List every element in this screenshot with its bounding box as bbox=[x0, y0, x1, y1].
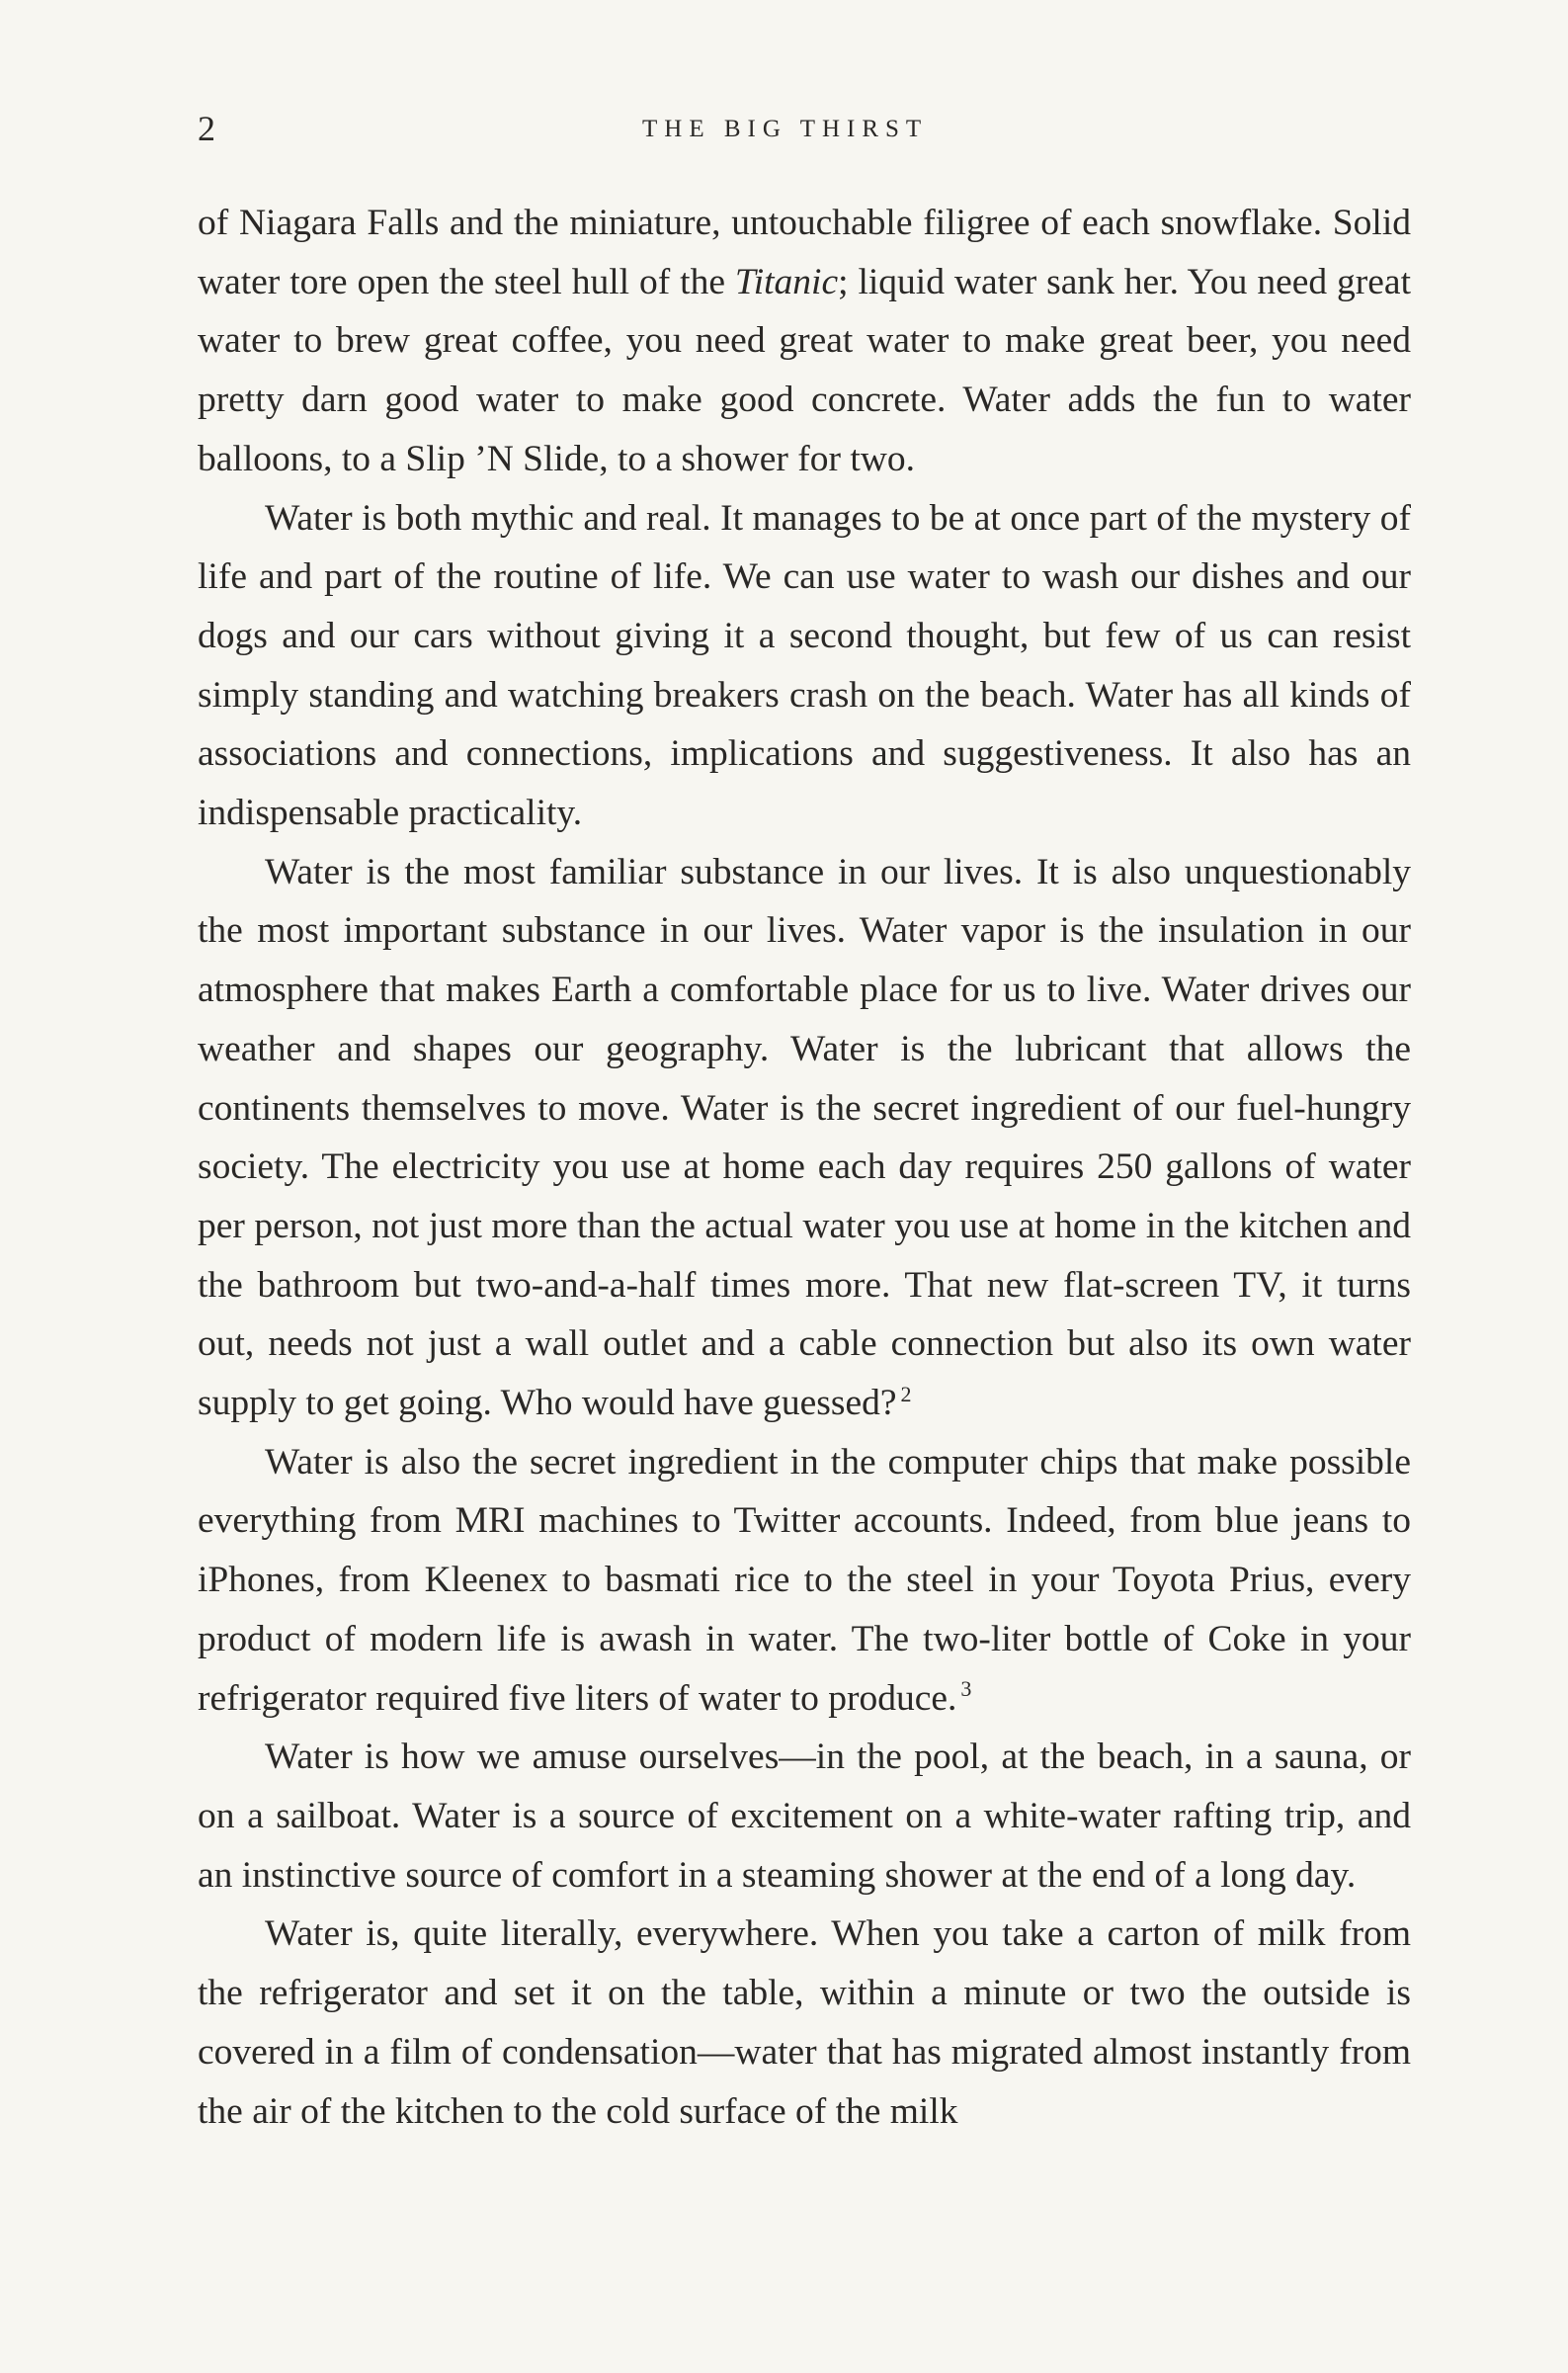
paragraph-2 bbox=[198, 489, 1411, 843]
paragraph-1-text-a: of Niagara Falls and the miniature, untouchable filigree of each snowflake. Solid water tore open the steel hull of the bbox=[198, 203, 1411, 302]
titanic-italic: Titanic bbox=[734, 261, 839, 302]
running-title: THE BIG THIRST bbox=[642, 116, 929, 142]
paragraph-6-text: Water is, quite literally, everywhere. When you take a carton of milk from the refrigerator and set it on the table, within a minute or two the outside is covered in a film of condensation—water that has migrated almost instantly from the air of the kitchen to the cold surface of the milk bbox=[198, 1913, 1411, 2132]
paragraph-3-text: Water is the most familiar substance in our lives. It is also unquestionably the most important substance in our lives. Water vapor is the insulation in our atmosphere that makes Earth a comfortable place for us to live. Water drives our weather and shapes our geography. Water is the lubricant that allows the continents themselves to move. Water is the secret ingredient of our fuel-hungry society. The electricity you use at home each day requires 250 gallons of water per person, not just more than the actual water you use at home in the kitchen and the bathroom but two-and-a-half times more. That new flat-screen TV, it turns out, needs not just a wall outlet and a cable connection but also its own water supply to get going. Who would have guessed? bbox=[198, 851, 1411, 1424]
footnote-marker-2: 2 bbox=[900, 1381, 912, 1406]
paragraph-3 bbox=[198, 843, 1411, 1433]
body-text bbox=[198, 194, 1411, 2141]
paragraph-6 bbox=[198, 1905, 1411, 2141]
paragraph-5-text: Water is how we amuse ourselves—in the pool, at the beach, in a sauna, or on a sailboat. Water is a source of excitement on a white-water rafting trip, and an instinctive source of comfort in a steaming shower at the end of a long day. bbox=[198, 1737, 1411, 1896]
paragraph-1-text-b: ; liquid water sank her. You need great water to brew great coffee, you need great water to make great beer, you need pretty darn good water to make good concrete. Water adds the fun to water balloons, to a Slip ’N Slide, to a shower for two. bbox=[198, 261, 1411, 479]
page-number: 2 bbox=[198, 109, 215, 148]
paragraph-1 bbox=[198, 194, 1411, 489]
paragraph-4 bbox=[198, 1433, 1411, 1729]
page-header bbox=[198, 101, 1417, 160]
paragraph-4-text: Water is also the secret ingredient in the computer chips that make possible everything from MRI machines to Twitter accounts. Indeed, from blue jeans to iPhones, from Kleenex to basmati rice to the steel in your Toyota Prius, every product of modern life is awash in water. The two-liter bottle of Coke in your refrigerator required five liters of water to produce. bbox=[198, 1441, 1411, 1719]
footnote-marker-3: 3 bbox=[960, 1676, 972, 1702]
paragraph-2-text: Water is both mythic and real. It manages to be at once part of the mystery of life and part of the routine of life. We can use water to wash our dishes and our dogs and our cars without giving it a second thought, but few of us can resist simply standing and watching breakers crash on the beach. Water has all kinds of associations and connections, implications and suggestiveness. It also has an indispensable practicality. bbox=[198, 497, 1411, 834]
paragraph-5 bbox=[198, 1728, 1411, 1905]
